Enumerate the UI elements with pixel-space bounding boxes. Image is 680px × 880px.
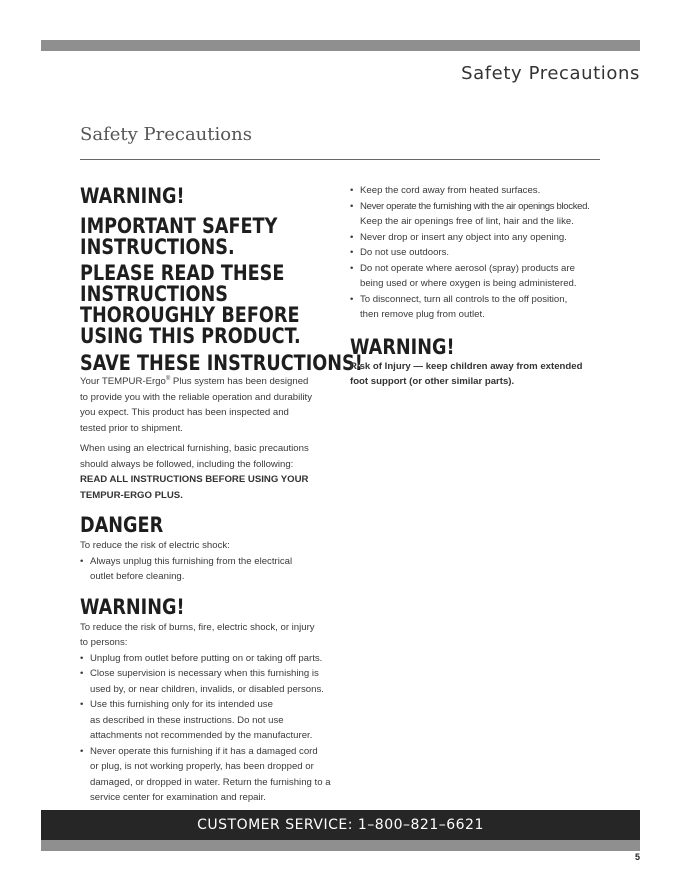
- footer-bar: [41, 840, 640, 851]
- heading-line: THOROUGHLY BEFORE: [80, 303, 300, 327]
- warning-heading: WARNING!: [80, 594, 185, 619]
- injury-warning-text: foot support (or other similar parts).: [350, 376, 515, 387]
- intro-line: to provide you with the reliable operation and durability: [80, 391, 312, 403]
- precautions-list: [350, 183, 610, 323]
- electrical-line: should always be followed, including the following:: [80, 458, 294, 470]
- customer-service-banner: CUSTOMER SERVICE: 1–800–821–6621: [41, 810, 640, 840]
- danger-section: [80, 515, 340, 585]
- list-item: • Use this furnishing only for its intended use as described in these instructions. Do not use attachments not recommended by the manufacturer.: [80, 697, 340, 744]
- header-title: Safety Precautions: [461, 63, 640, 84]
- list-item: • To disconnect, turn all controls to the off position, then remove plug from outlet.: [350, 292, 610, 323]
- heading-line: INSTRUCTIONS: [80, 282, 228, 306]
- important-safety-heading: [80, 216, 340, 258]
- left-column: [80, 184, 363, 806]
- danger-heading: DANGER: [80, 513, 164, 537]
- header-bar: [41, 40, 640, 51]
- intro-line: tested prior to shipment.: [80, 422, 183, 434]
- list-item: • Never operate this furnishing if it has a damaged cord or plug, is not working properly, has been dropped or damaged, or dropped in water. Return the furnishing to a service center for examination and repair.: [80, 744, 340, 806]
- warning-list: [80, 651, 340, 806]
- electrical-line: When using an electrical furnishing, basic precautions: [80, 443, 309, 454]
- warning-heading: WARNING!: [80, 184, 185, 208]
- registered-mark: ®: [165, 375, 171, 382]
- read-instructions-heading: [80, 263, 340, 347]
- list-item: • Close supervision is necessary when this furnishing is used by, or near children, invalids, or disabled persons.: [80, 666, 340, 697]
- list-item: • Never operate the furnishing with the air openings blocked. Keep the air openings free of lint, hair and the like.: [350, 199, 610, 230]
- title-divider: [80, 159, 600, 160]
- list-item: • Keep the cord away from heated surfaces.: [350, 183, 610, 199]
- heading-line: IMPORTANT SAFETY: [80, 214, 278, 238]
- page-number: 5: [634, 852, 640, 862]
- warning-intro: To reduce the risk of burns, fire, electric shock, or injury: [80, 621, 315, 633]
- warning-injury-section: [350, 334, 610, 390]
- section-title: Safety Precautions: [80, 124, 252, 145]
- intro-line: you expect. This product has been inspected and: [80, 407, 289, 418]
- read-all-instructions: READ ALL INSTRUCTIONS BEFORE USING YOUR: [80, 474, 309, 485]
- electrical-paragraph: [80, 441, 340, 503]
- heading-line: INSTRUCTIONS.: [80, 235, 235, 259]
- warning-burns-section: [80, 594, 340, 806]
- injury-warning-text: Risk of Injury — keep children away from extended: [350, 360, 583, 372]
- right-column: [350, 183, 610, 390]
- heading-line: USING THIS PRODUCT.: [80, 324, 301, 348]
- list-item: • Never drop or insert any object into any opening.: [350, 230, 610, 246]
- list-item: • Do not use outdoors.: [350, 245, 610, 261]
- heading-line: PLEASE READ THESE: [80, 261, 285, 285]
- read-all-instructions: TEMPUR-ERGO PLUS.: [80, 489, 183, 501]
- list-item: • Always unplug this furnishing from the electrical outlet before cleaning.: [80, 554, 340, 585]
- warning-intro: to persons:: [80, 637, 128, 648]
- intro-line: Your TEMPUR-Ergo® Plus system has been designed: [80, 375, 309, 387]
- danger-list: [80, 554, 340, 585]
- list-item: • Do not operate where aerosol (spray) products are being used or where oxygen is being administered.: [350, 261, 610, 292]
- list-item: • Unplug from outlet before putting on or taking off parts.: [80, 651, 340, 667]
- save-instructions-heading: SAVE THESE INSTRUCTIONS!: [80, 351, 363, 375]
- danger-intro: To reduce the risk of electric shock:: [80, 540, 230, 551]
- intro-paragraph: [80, 374, 340, 436]
- warning-heading: WARNING!: [350, 334, 455, 359]
